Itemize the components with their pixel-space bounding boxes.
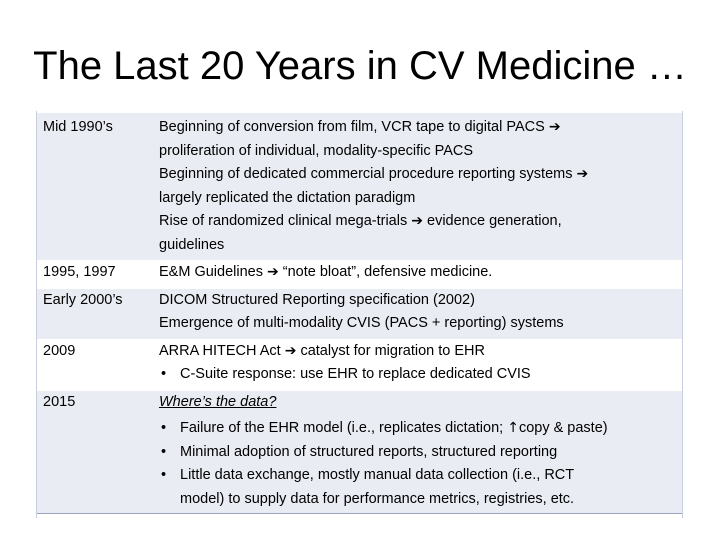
table-row bbox=[37, 288, 682, 339]
table-row bbox=[37, 390, 682, 514]
bullet-list bbox=[159, 363, 682, 387]
section-heading: Where’s the data? bbox=[159, 393, 277, 410]
right-arrow-icon: ➔ bbox=[411, 213, 423, 229]
desc-line: proliferation of individual, modality-specific PACS bbox=[159, 142, 474, 159]
row-year: 2009 bbox=[37, 339, 159, 390]
bullet-item: • Failure of the EHR model (i.e., replicates dictation; ↑copy & paste) bbox=[159, 417, 682, 441]
desc-line: largely replicated the dictation paradigm bbox=[159, 189, 416, 206]
row-year: 2015 bbox=[37, 390, 159, 514]
row-description bbox=[159, 113, 682, 261]
row-description bbox=[159, 288, 682, 339]
timeline-table bbox=[37, 112, 682, 514]
bullet-item: • Little data exchange, mostly manual data collection (i.e., RCT model) to supply data for performance metrics, registries, etc. bbox=[159, 464, 682, 511]
desc-line: Beginning of conversion from film, VCR tape to digital PACS bbox=[159, 119, 549, 135]
up-arrow-icon: ↑ bbox=[507, 420, 519, 436]
table-row bbox=[37, 113, 682, 261]
desc-line: Rise of randomized clinical mega-trials bbox=[159, 213, 412, 229]
right-arrow-icon: ➔ bbox=[576, 166, 589, 182]
desc-line: ARRA HITECH Act bbox=[159, 342, 285, 359]
bullet-item: • C-Suite response: use EHR to replace dedicated CVIS bbox=[159, 363, 682, 387]
row-year: Mid 1990’s bbox=[37, 113, 159, 261]
slide-title: The Last 20 Years in CV Medicine … bbox=[33, 44, 687, 88]
desc-line: evidence generation, bbox=[422, 213, 562, 229]
row-year: Early 2000’s bbox=[37, 288, 159, 339]
table-row bbox=[37, 339, 682, 390]
bullet-list bbox=[159, 417, 682, 511]
row-description bbox=[159, 339, 682, 390]
right-arrow-icon: ➔ bbox=[284, 342, 297, 359]
desc-line: guidelines bbox=[159, 236, 225, 253]
desc-line: Beginning of dedicated commercial procedure reporting systems bbox=[159, 166, 577, 182]
desc-line: E&M Guidelines bbox=[159, 264, 267, 280]
table-row bbox=[37, 261, 682, 289]
row-year: 1995, 1997 bbox=[37, 261, 159, 289]
desc-line: catalyst for migration to EHR bbox=[296, 342, 486, 359]
bullet-item: • Minimal adoption of structured reports, structured reporting bbox=[159, 441, 682, 465]
desc-line: Emergence of multi-modality CVIS (PACS + reporting) systems bbox=[159, 315, 564, 331]
row-description bbox=[159, 390, 682, 514]
desc-line: “note bloat”, defensive medicine. bbox=[278, 264, 493, 280]
right-arrow-icon: ➔ bbox=[267, 264, 279, 280]
right-arrow-icon: ➔ bbox=[548, 119, 561, 135]
desc-line: DICOM Structured Reporting specification (2002) bbox=[159, 291, 475, 308]
row-description bbox=[159, 261, 682, 289]
